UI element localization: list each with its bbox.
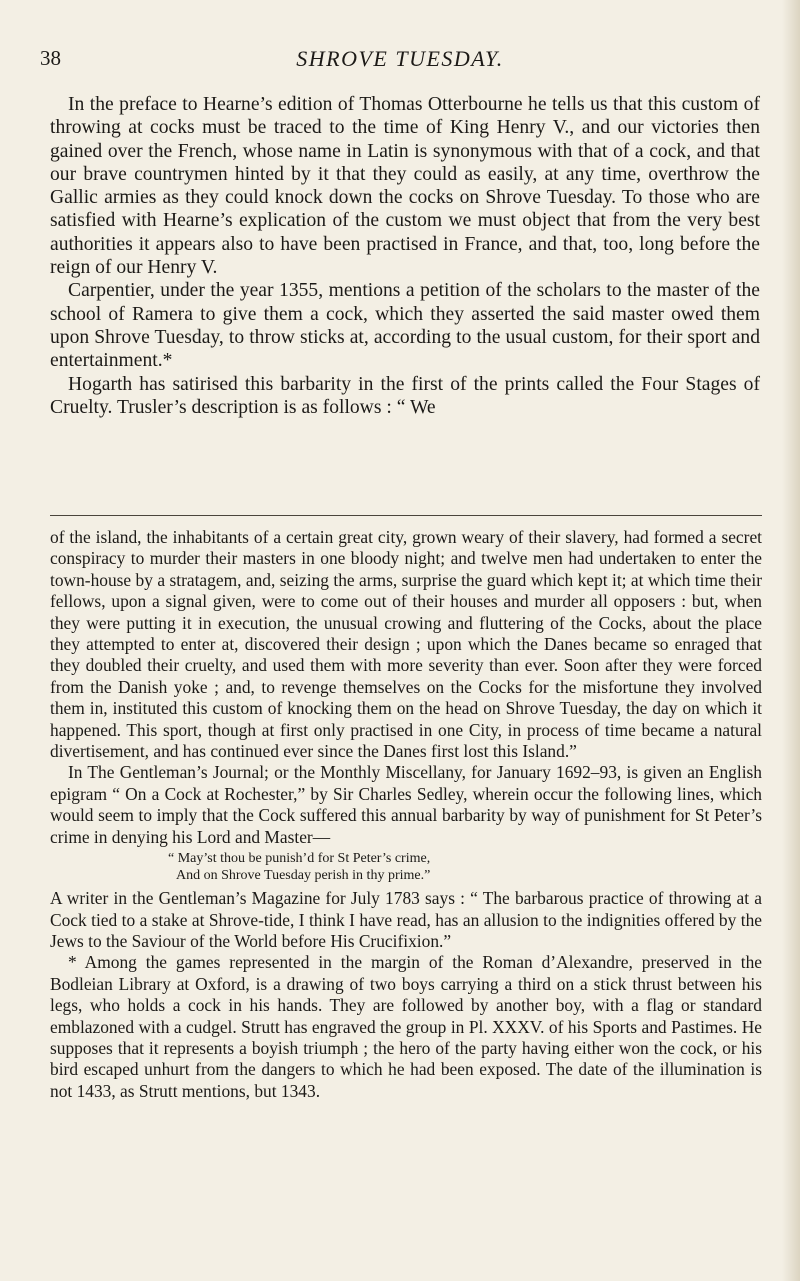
page-header (0, 46, 800, 76)
note-gentlemans-journal: In The Gentleman’s Journal; or the Monthly Miscellany, for January 1692–93, is given an English epigram “ On a Cock at Rochester,” by Sir Charles Sedley, wherein occur the following lines, which would seem to imply that the Cock suffered this annual barbarity by way of punishment for St Peter’s crime in denying his Lord and Master— (50, 762, 762, 847)
main-text (50, 93, 760, 419)
paragraph-hogarth: Hogarth has satirised this barbarity in the first of the prints called the Four Stages of Cruelty. Trusler’s description is as follows : “ We (50, 373, 760, 418)
running-head: SHROVE TUESDAY. (296, 46, 504, 71)
page-edge-shadow (782, 0, 800, 1281)
epigram-line-1: “ May’st thou be punish’d for St Peter’s crime, (168, 851, 431, 867)
note-continuation: of the island, the inhabitants of a certain great city, grown weary of their slavery, had formed a secret conspiracy to murder their masters in one bloody night; and twelve men had undertaken to enter the town-house by a stratagem, and, seizing the arms, surprise the guard which kept it; at which time their fellows, upon a signal given, were to come out of their houses and murder all opposers : but, when they were putting it in execution, the unusual crowing and fluttering of the Cocks, about the place they attempted to enter at, discovered their design ; upon which the Danes became so enraged that they doubled their cruelty, and used them with more severity than ever. Soon after they were forced from the Danish yoke ; and, to revenge themselves on the Cocks for the misfortune they involved them in, instituted this custom of knocking them on the head on Shrove Tuesday, the day on which it happened. This sport, though at first only practised in one City, in process of time became a natural divertisement, and has continued ever since the Danes first lost this Island.” (50, 527, 762, 762)
paragraph-hearne: In the preface to Hearne’s edition of Thomas Otterbourne he tells us that this custom of throwing at cocks must be traced to the time of King Henry V., and our victories then gained over the French, whose name in Latin is synonymous with that of a cock, and that our brave countrymen hinted by it that they could as easily, at any time, overthrow the Gallic armies as they could knock down the cocks on Shrove Tuesday. To those who are satisfied with Hearne’s explication of the custom we must object that from the very best authorities it appears also to have been practised in France, and that, too, long before the reign of our Henry V. (50, 94, 760, 279)
paragraph-carpentier: Carpentier, under the year 1355, mentions a petition of the scholars to the master of the school of Ramera to give them a cock, which they asserted the said master owed them upon Shrove Tuesday, to throw sticks at, according to the usual custom, for their sport and entertainment.* (50, 280, 760, 372)
footnote: * Among the games represented in the margin of the Roman d’Alexandre, preserved in the Bodleian Library at Oxford, is a drawing of two boys carrying a third on a stick thrust between his legs, who holds a cock in his hands. They are followed by another boy, with a flag or standard emblazoned with a cudgel. Strutt has engraved the group in Pl. XXXV. of his Sports and Pastimes. He supposes that it represents a boyish triumph ; the hero of the party having either won the cock, or his bird escaped unhurt from the dangers to which he had been exposed. The date of the illumination is not 1433, as Strutt mentions, but 1343. (50, 952, 762, 1101)
note-magazine: A writer in the Gentleman’s Magazine for July 1783 says : “ The barbarous practice of throwing at a Cock tied to a stake at Shrove-tide, I think I have read, has an allusion to the indignities offered by the Jews to the Saviour of the World before His Crucifixion.” (50, 888, 762, 951)
notes-section (50, 527, 762, 1102)
separator-rule (50, 515, 762, 516)
epigram (50, 850, 762, 884)
epigram-line-2: And on Shrove Tuesday perish in thy prime.” (176, 868, 431, 884)
page-number: 38 (40, 46, 61, 70)
